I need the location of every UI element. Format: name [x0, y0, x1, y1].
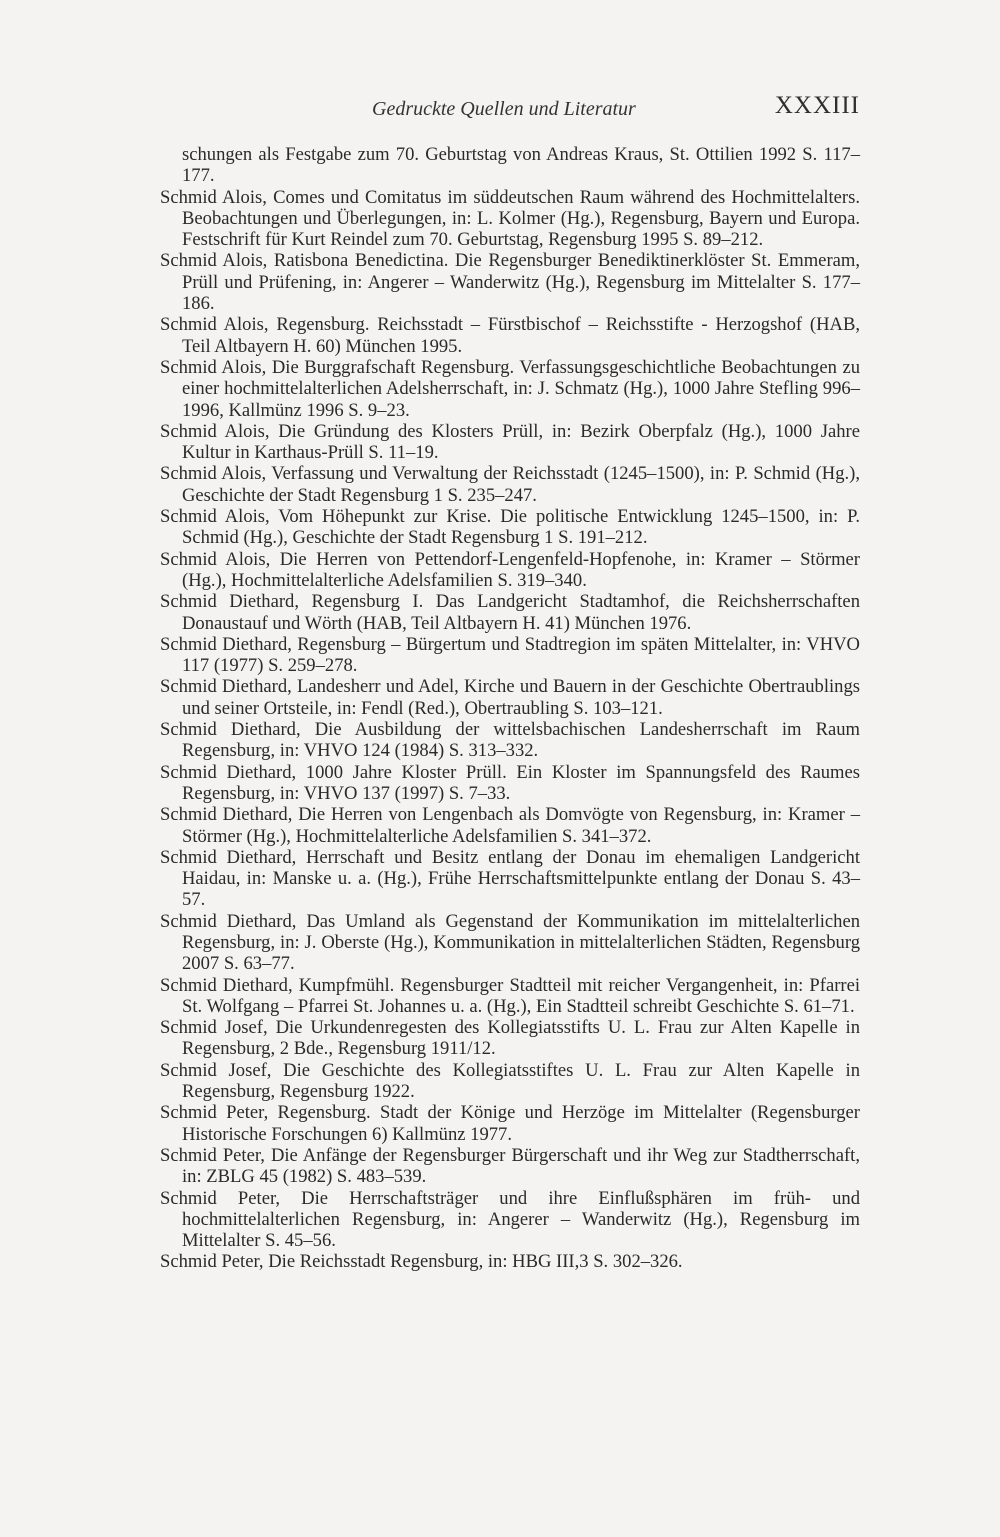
bibliography-entry: Schmid Alois, Regensburg. Reichsstadt – Fürstbischof – Reichsstifte - Herzogshof (HAB, Teil Altbayern H. 60) München 1995. [160, 314, 860, 357]
bibliography-entry: Schmid Peter, Die Herrschaftsträger und ihre Einflußsphären im früh- und hochmittelalterlichen Regensburg, in: Angerer – Wanderwitz (Hg.), Regensburg im Mittelalter S. 45–56. [160, 1187, 860, 1252]
bibliography-entry: Schmid Peter, Regensburg. Stadt der Könige und Herzöge im Mittelalter (Regensburger Historische Forschungen 6) Kallmünz 1977. [160, 1102, 860, 1145]
bibliography-entry: Schmid Alois, Verfassung und Verwaltung der Reichsstadt (1245–1500), in: P. Schmid (Hg.), Geschichte der Stadt Regensburg 1 S. 235–247. [160, 463, 860, 506]
bibliography-entry: Schmid Diethard, Landesherr und Adel, Kirche und Bauern in der Geschichte Obertraublings und seiner Ortsteile, in: Fendl (Red.), Obertraubling S. 103–121. [160, 676, 860, 719]
bibliography-entry: Schmid Diethard, Die Herren von Lengenbach als Domvögte von Regensburg, in: Kramer – Störmer (Hg.), Hochmittelalterliche Adelsfamilien S. 341–372. [160, 804, 860, 847]
bibliography-entry: Schmid Diethard, Die Ausbildung der wittelsbachischen Landesherrschaft im Raum Regensburg, in: VHVO 124 (1984) S. 313–332. [160, 719, 860, 762]
bibliography-entry: Schmid Alois, Comes und Comitatus im süddeutschen Raum während des Hochmittelalters. Beobachtungen und Überlegungen, in: L. Kolmer (Hg.), Regensburg, Bayern und Europa. Festschrift für Kurt Reindel zum 70. Geburtstag, Regensburg 1995 S. 89–212. [160, 186, 860, 251]
bibliography-entry: Schmid Diethard, Das Umland als Gegenstand der Kommunikation im mittelalterlichen Regensburg, in: J. Oberste (Hg.), Kommunikation in mittelalterlichen Städten, Regensburg 2007 S. 63–77. [160, 910, 860, 975]
bibliography-entry: Schmid Diethard, Regensburg – Bürgertum und Stadtregion im späten Mittelalter, in: VHVO 117 (1977) S. 259–278. [160, 633, 860, 677]
page-header [160, 92, 860, 132]
bibliography-entry: Schmid Josef, Die Geschichte des Kollegiatsstiftes U. L. Frau zur Alten Kapelle in Regensburg, Regensburg 1922. [160, 1059, 860, 1103]
bibliography-entry: Schmid Diethard, Regensburg I. Das Landgericht Stadtamhof, die Reichsherrschaften Donaustauf und Wörth (HAB, Teil Altbayern H. 41) München 1976. [160, 591, 860, 634]
bibliography-entry: Schmid Diethard, Kumpfmühl. Regensburger Stadtteil mit reicher Vergangenheit, in: Pfarrei St. Wolfgang – Pfarrei St. Johannes u. a. (Hg.), Ein Stadtteil schreibt Geschichte S. 61–71. [160, 974, 860, 1017]
bibliography-entry: Schmid Alois, Vom Höhepunkt zur Krise. Die politische Entwicklung 1245–1500, in: P. Schmid (Hg.), Geschichte der Stadt Regensburg 1 S. 191–212. [160, 506, 860, 549]
bibliography-entry: Schmid Diethard, 1000 Jahre Kloster Prüll. Ein Kloster im Spannungsfeld des Raumes Regensburg, in: VHVO 137 (1997) S. 7–33. [160, 761, 860, 804]
page-number: XXXIII [774, 92, 860, 119]
bibliography-entry: Schmid Alois, Die Burggrafschaft Regensburg. Verfassungsgeschichtliche Beobachtungen zu einer hochmittelalterlichen Adelsherrschaft, in: J. Schmatz (Hg.), 1000 Jahre Stefling 996–1996, Kallmünz 1996 S. 9–23. [160, 356, 860, 421]
bibliography-entry: Schmid Peter, Die Anfänge der Regensburger Bürgerschaft und ihr Weg zur Stadtherrschaft, in: ZBLG 45 (1982) S. 483–539. [160, 1144, 860, 1188]
running-title: Gedruckte Quellen und Literatur [372, 98, 636, 120]
bibliography-entry: Schmid Alois, Die Gründung des Klosters Prüll, in: Bezirk Oberpfalz (Hg.), 1000 Jahre Kultur in Karthaus-Prüll S. 11–19. [160, 420, 860, 464]
bibliography-entry: Schmid Alois, Ratisbona Benedictina. Die Regensburger Benediktinerklöster St. Emmeram, Prüll und Prüfening, in: Angerer – Wanderwitz (Hg.), Regensburg im Mittelalter S. 177–186. [160, 250, 860, 315]
bibliography-entry: Schmid Diethard, Herrschaft und Besitz entlang der Donau im ehemaligen Landgericht Haidau, in: Manske u. a. (Hg.), Frühe Herrschaftsmittelpunkte entlang der Donau S. 43–57. [160, 846, 860, 911]
bibliography-list [160, 144, 860, 1273]
bibliography-entry: Schmid Peter, Die Reichsstadt Regensburg, in: HBG III,3 S. 302–326. [160, 1251, 683, 1273]
bibliography-entry: Schmid Josef, Die Urkundenregesten des Kollegiatsstifts U. L. Frau zur Alten Kapelle in Regensburg, 2 Bde., Regensburg 1911/12. [160, 1017, 860, 1060]
bibliography-entry: Schmid Alois, Die Herren von Pettendorf-Lengenfeld-Hopfenohe, in: Kramer – Störmer (Hg.), Hochmittelalterliche Adelsfamilien S. 319–340. [160, 548, 860, 591]
bibliography-entry: schungen als Festgabe zum 70. Geburtstag von Andreas Kraus, St. Ottilien 1992 S. 117–177. [182, 144, 860, 187]
